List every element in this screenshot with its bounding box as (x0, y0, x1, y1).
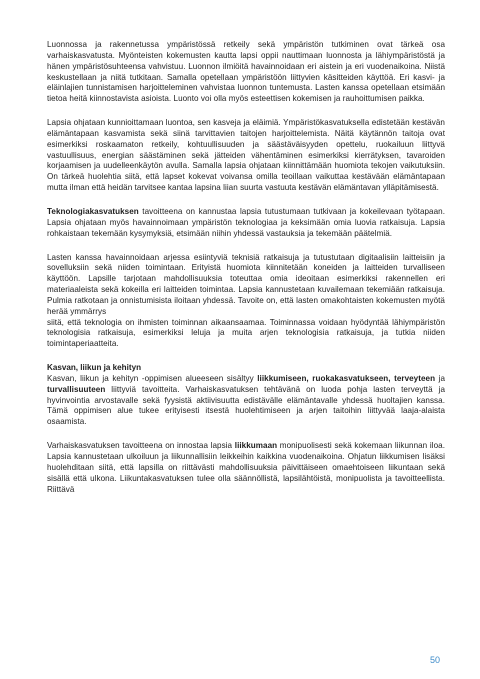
paragraph-text: Varhaiskasvatuksen tavoitteena on innostaa lapsia (47, 441, 235, 451)
paragraph-text: siitä, että teknologia on ihmisten toiminnan aikaansaamaa. Toiminnassa voidaan hyödyntää lähiympäristön teknologisia ratkaisuja, esimerkiksi leluja ja muita arjen teknologisia ratkaisuja, ja tutkia niiden toimintaperiaatteita. (47, 317, 445, 349)
paragraph-text: Kasvan, liikun ja kehityn -oppimisen alueeseen sisältyy (47, 373, 258, 383)
paragraph-environmental-education (47, 118, 445, 194)
paragraph-grow-move-develop (47, 374, 445, 428)
bold-term: turvallisuuteen (47, 384, 106, 394)
paragraph-nature-exploration (47, 40, 445, 105)
paragraph-text: tavoitteena on kannustaa lapsia tutustumaan tutkivaan ja kokeilevaan työtapaan. Lapsia ohjataan myös havainnoimaan ympäristön teknologiaa ja keksimään omia luovia ratkaisuja. Lapsia rohkaistaan tekemään kysymyksiä, etsimään niihin yhdessä vastauksia ja tekemään päätelmiä. (47, 206, 445, 238)
bold-term: liikkumiseen, ruokakasvatukseen, terveyteen (257, 373, 436, 383)
paragraph-physical-activity (47, 441, 445, 495)
paragraph-text: monipuolisesti sekä kokemaan liikunnan iloa. Lapsia kannustetaan ulkoiluun ja liikunnallisiin leikkeihin kaikkina vuodenaikoina. Ohjatun liikkumisen lisäksi huolehditaan siitä, että lapsilla on riittävästi mahdollisuuksia päivittäiseen omaehtoiseen liikuntaan sekä sisällä että ulkona. Liikuntakasvatuksen tulee olla säännöllistä, lapsilähtöistä, monipuolista ja tavoitteellista. Riittävä (47, 441, 445, 494)
paragraph-text: Lapsia ohjataan kunnioittamaan luontoa, sen kasveja ja eläimiä. Ympäristökasvatuksella edistetään kestävän elämäntapaan kasvamista sekä siinä tarvittavien taitojen harjoittelemista. Näitä käytännön taitoja ovat esimerkiksi roskaamaton retkeily, kohtuullisuuden ja säästäväisyyden opettelu, ruokailuun liittyvä vastuullisuus, energian säästäminen sekä jätteiden vähentäminen esimerkiksi kierrätyksen, tavaroiden korjaamisen ja uudelleenkäytön avulla. Samalla lapsia ohjataan kiinnittämään huomiota tekojen vaikutuksiin. On tärkeä huolehtia siitä, että lapset kokevat voivansa omilla teoillaan vaikuttaa kestävään elämäntapaan mutta ilman että heidän tarvitsee kantaa lapsina liian suurta vastuuta kestävän elämäntavan ylläpitämisestä. (47, 118, 445, 193)
paragraph-text: Lasten kanssa havainnoidaan arjessa esiintyviä teknisiä ratkaisuja ja tutustutaan digitaalisiin laitteisiin ja sovelluksiin sekä niiden toimintaan. Erityistä huomiota kiinnitetään koneiden ja laitteiden turvalliseen käyttöön. Lapsille tarjotaan mahdollisuuksia toteuttaa omia ideoitaan esimerkiksi rakennellen eri materiaaleista sekä kokeilla eri laitteiden toimintaa. Lapsia kannustetaan kuvailemaan tekemiään ratkaisuja. Pulmia ratkotaan ja onnistumisista iloitaan yhdessä. Tavoite on, että lasten omakohtaisten kokemusten myötä herää ymmärrys (47, 252, 445, 316)
paragraph-technology-education (47, 207, 445, 240)
section-heading: Kasvan, liikun ja kehityn (47, 363, 142, 373)
paragraph-text: liittyviä tavoitteita. Varhaiskasvatuksen tehtävänä on luoda pohja lasten terveyttä ja hyvinvointia arvostavalle sekä fyysistä aktiivisuutta edistävälle elämäntavalle yhdessä huoltajien kanssa. Tämä oppimisen alue tukee erityisesti itsestä huolehtimiseen ja arjen taitoihin liittyvää laaja-alaista osaamista. (47, 384, 445, 427)
page-number: 50 (430, 655, 441, 665)
paragraph-technology-observation (47, 253, 445, 318)
bold-term: Teknologiakasvatuksen (47, 206, 139, 216)
page-content (47, 40, 445, 495)
paragraph-text: ja (435, 373, 446, 383)
bold-term: liikkumaan (234, 441, 278, 451)
paragraph-text: Luonnossa ja rakennetussa ympäristössä retkeily sekä ympäristön tutkiminen ovat tärkeä osa varhaiskasvatusta. Myönteisten kokemusten kautta lapsi oppii nauttimaan luonnosta ja lähiympäristöstä ja hänen ympäristösuhteensa vahvistuu. Luonnon ilmiöitä havainnoidaan eri aistein ja eri vuodenaikoina. Niistä keskustellaan ja niitä tutkitaan. Samalla opetellaan ympäristöön liittyvien käsitteiden käyttöä. Eri kasvi- ja eläinlajien tunnistamisen harjoitteleminen vahvistaa luonnon tuntemusta. Lasten kanssa opetellaan etsimään tietoa heitä kiinnostavista asioista. Luonto voi olla myös esteettisen kokemisen ja rauhoittumisen paikka. (47, 40, 445, 104)
paragraph-technology-continuation (47, 318, 445, 351)
